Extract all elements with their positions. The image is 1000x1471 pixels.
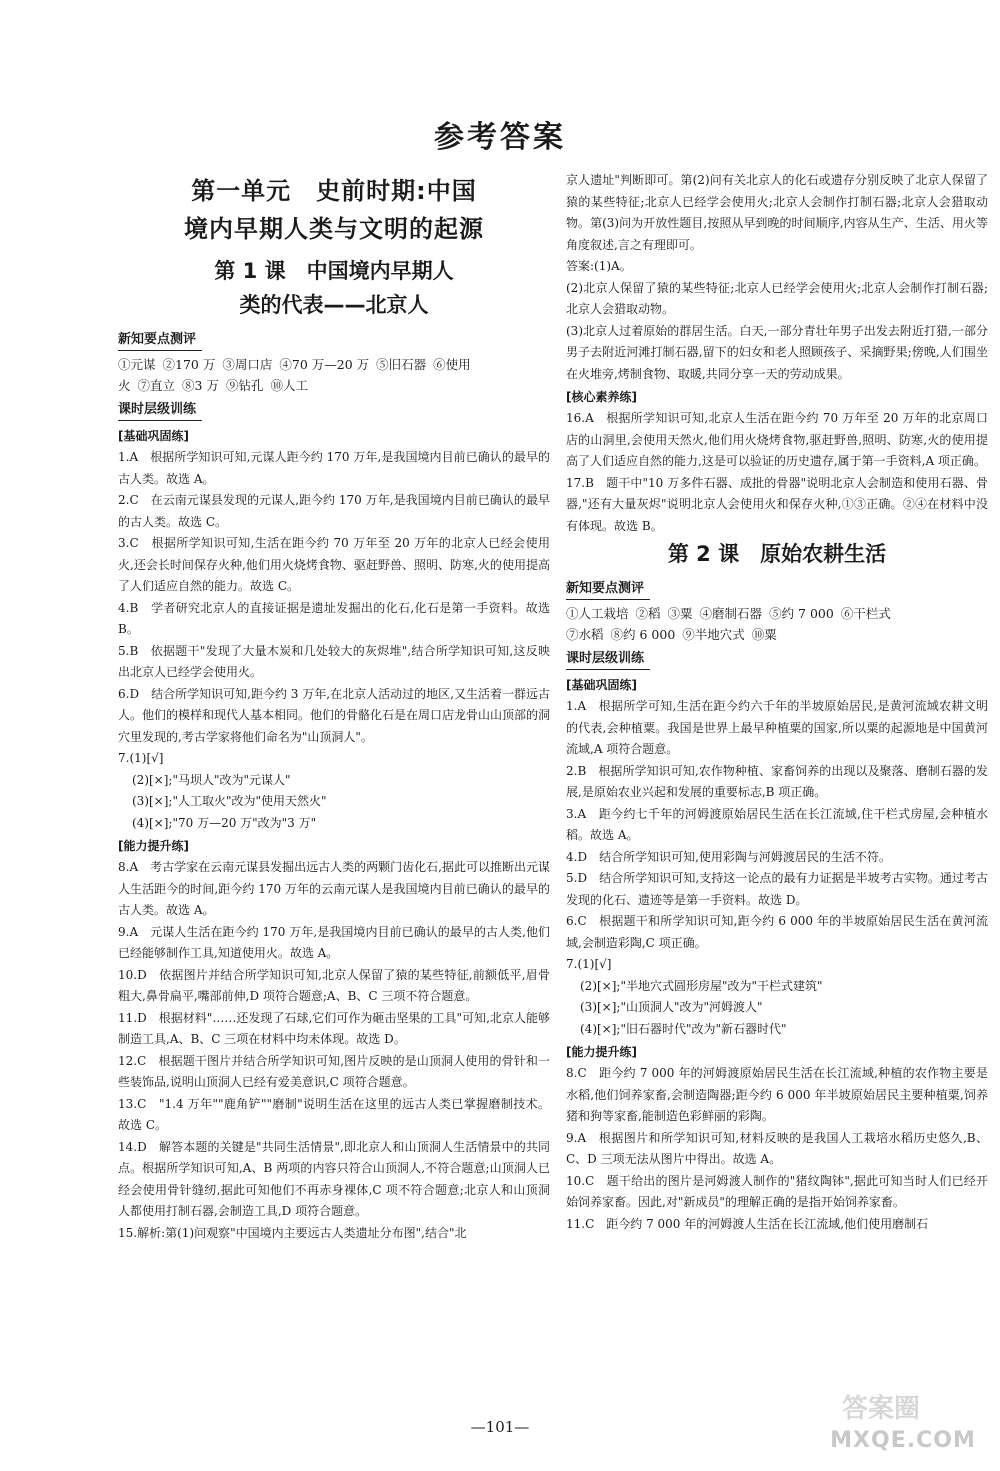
section-heading-training: 课时层级训练 — [566, 649, 650, 670]
answer-subitem: (4)[×];"旧石器时代"改为"新石器时代" — [580, 1021, 787, 1036]
answer-item: 7.(1)[√] — [118, 751, 164, 765]
knowledge-answer: ①人工栽培 — [566, 606, 629, 621]
knowledge-answer: ⑨半地穴式 — [682, 627, 745, 642]
answer-item: 8.A 考古学家在云南元谋县发掘出远古人类的两颗门齿化石,据此可以推断出元谋人生活距今的时间,距今约 170 万年的云南元谋人是我国境内目前已确认的最早的古人类。故选 A。 — [118, 860, 550, 917]
right-column — [566, 170, 988, 1235]
answer-item: 13.C "1.4 万年""鹿角铲""磨制"说明生活在这里的远古人类已掌握磨制技术。故选 C。 — [118, 1096, 550, 1132]
knowledge-answer: ⑦直立 — [137, 378, 176, 393]
answer-item: 4.B 学者研究北京人的直接证据是遗址发掘出的化石,化石是第一手资料。故选 B。 — [118, 600, 550, 636]
knowledge-answer: ④70 万—20 万 — [279, 357, 370, 372]
answer-subitem: (2)[×];"半地穴式圆形房屋"改为"干栏式建筑" — [580, 978, 823, 993]
answer-item: 5.B 依据题干"发现了大量木炭和几处较大的灰烬堆",结合所学知识可知,这反映出北京人已经学会使用火。 — [118, 643, 550, 679]
knowledge-answer: ⑦水稻 — [566, 627, 604, 642]
answer-subitem: (3)[×];"人工取火"改为"使用天然火" — [132, 794, 327, 808]
knowledge-answer: ⑥干栏式 — [840, 606, 891, 621]
watermark-logo: 答案圈 — [842, 1394, 921, 1424]
watermark: MXQE.COM — [830, 1428, 976, 1453]
answer-item: 17.B 题干中"10 万多件石器、成批的骨器"说明北京人会制造和使用石器、骨器,"还有大量灰烬"说明北京人会使用火和保存火种,①③正确。②④在材料中没有体现。故选 B。 — [566, 475, 988, 533]
answer-item: 6.C 根据题干和所学知识可知,距今约 6 000 年的半坡原始居民生活在黄河流域,会制造彩陶,C 项正确。 — [566, 914, 988, 950]
lesson-1-title-line-2: 类的代表——北京人 — [239, 293, 429, 317]
section-heading-training: 课时层级训练 — [118, 400, 202, 421]
page-title: 参考答案 — [434, 120, 566, 155]
knowledge-answer: ⑧约 6 000 — [610, 627, 676, 642]
unit-title-line-1: 第一单元 史前时期:中国 — [191, 177, 477, 205]
left-column — [118, 172, 550, 1244]
answer-item: 14.D 解答本题的关键是"共同生活情景",即北京人和山顶洞人生活情景中的共同点。根据所学知识可知,A、B 两项的内容只符合山顶洞人,不符合题意;山顶洞人已经会使用骨针缝纫,据此可知他们不再赤身裸体,C 项不符合题意;北京人和山顶洞人都使用打制石器,会制造工具,D 项符合题意。 — [118, 1139, 550, 1218]
answer-item: 6.D 结合所学知识可知,距今约 3 万年,在北京人活动过的地区,又生活着一群远古人。他们的模样和现代人基本相同。他们的骨骼化石是在周口店龙骨山山顶部的洞穴里发现的,考古学家将他们命名为"山顶洞人"。 — [118, 686, 551, 744]
subheading-ability: [能力提升练] — [566, 1045, 637, 1059]
answer-subitem: (3)[×];"山顶洞人"改为"河姆渡人" — [580, 1000, 763, 1014]
answer-item: 4.D 结合所学知识可知,使用彩陶与河姆渡居民的生活不符。 — [566, 849, 891, 864]
knowledge-answer: ①元谋 — [118, 357, 156, 372]
answer-item: 15.解析:第(1)问观察"中国境内主要远古人类遗址分布图",结合"北 — [118, 1225, 467, 1240]
knowledge-answer: 火 — [118, 378, 131, 393]
subheading-basic: [基础巩固练] — [118, 429, 189, 443]
answer-item: 2.C 在云南元谋县发现的元谋人,距今约 170 万年,是我国境内目前已确认的最早的古人类。故选 C。 — [118, 493, 550, 529]
answer-subitem: (2)[×];"马坝人"改为"元谋人" — [132, 772, 291, 787]
lesson-1-title — [118, 254, 550, 322]
answer-item: 京人遗址"判断即可。第(2)问有关北京人的化石或遗存分别反映了北京人保留了猿的某些特征;北京人已经学会使用火;北京人会制作打制石器;北京人会猎取动物。第(3)问为开放性题目,按照从早到晚的时间顺序,内容从生产、生活、用火等角度叙述,言之有理即可。 — [566, 173, 988, 252]
answer-subitem: (4)[×];"70 万—20 万"改为"3 万" — [132, 815, 317, 830]
knowledge-answers-row-2 — [118, 375, 550, 396]
answer-item: 5.D 结合所学知识可知,支持这一论点的最有力证据是半坡考古实物。通过考古发现的化石、遗迹等是第一手资料。故选 D。 — [566, 871, 988, 907]
answer-item: 16.A 根据所学知识可知,北京人生活在距今约 70 万年至 20 万年的北京周口店的山洞里,会使用天然火,他们用火烧烤食物,驱赶野兽,照明、防寒,火的使用提高了人们适应自然的能力,这是可以验证的历史遗存,属于第一手资料,A 项正确。 — [566, 411, 988, 468]
answer-item: 3.A 距今约七千年的河姆渡原始居民生活在长江流域,住干栏式房屋,会种植水稻。故选 A。 — [566, 806, 988, 842]
answer-item: 1.A 根据所学知识可知,元谋人距今约 170 万年,是我国境内目前已确认的最早的古人类。故选 A。 — [118, 450, 550, 486]
unit-title-line-2: 境内早期人类与文明的起源 — [184, 215, 484, 243]
answer-item: (3)北京人过着原始的群居生活。白天,一部分青壮年男子出发去附近打猎,一部分男子去附近河滩打制石器,留下的妇女和老人照顾孩子、采摘野果;傍晚,人们围坐在火堆旁,烤制食物、取暖,共同分享一天的劳动成果。 — [566, 323, 988, 381]
answer-item: 1.A 根据所学可知,生活在距今约六千年的半坡原始居民,是黄河流域农耕文明的代表,会种植粟。我国是世界上最早种植粟的国家,所以粟的起源地是中国黄河流域,A 项符合题意。 — [566, 699, 988, 756]
knowledge-answer: ⑨钻孔 — [225, 378, 264, 393]
answer-item: 2.B 根据所学知识可知,农作物种植、家畜饲养的出现以及聚落、磨制石器的发展,是原始农业兴起和发展的重要标志,B 项正确。 — [566, 763, 988, 799]
subheading-ability: [能力提升练] — [118, 839, 189, 853]
knowledge-answer: ⑤约 7 000 — [769, 606, 834, 621]
answer-item: 9.A 根据图片和所学知识可知,材料反映的是我国人工栽培水稻历史悠久,B、C、D 三项无法从图片中得出。故选 A。 — [566, 1130, 988, 1166]
knowledge-answers-row-1 — [118, 354, 550, 375]
answer-label: 答案:(1)A。 — [566, 259, 632, 273]
knowledge-answer: ⑥使用 — [433, 357, 471, 372]
page-number: —101— — [470, 1418, 530, 1436]
knowledge-answer: ⑩人工 — [270, 378, 308, 393]
answer-item: 8.C 距今约 7 000 年的河姆渡原始居民生活在长江流域,种植的农作物主要是水稻,他们饲养家畜,会制造陶器;距今约 6 000 年半坡原始居民主要种植粟,饲养猪和狗等家畜,能制造色彩鲜丽的彩陶。 — [566, 1066, 988, 1123]
answer-item: 11.C 距今约 7 000 年的河姆渡人生活在长江流域,他们使用磨制石 — [566, 1216, 929, 1231]
subheading-basic: [基础巩固练] — [566, 678, 637, 692]
knowledge-answer: ②170 万 — [162, 357, 216, 372]
lesson-2-title: 第 2 课 原始农耕生活 — [667, 542, 887, 566]
knowledge-answer: ⑧3 万 — [182, 378, 219, 393]
answer-item: 11.D 根据材料"……还发现了石球,它们可作为砸击坚果的工具"可知,北京人能够制造工具,A、B、C 三项在材料中均未体现。故选 D。 — [118, 1010, 550, 1046]
answer-item: 10.D 依据图片并结合所学知识可知,北京人保留了猿的某些特征,前额低平,眉骨粗大,鼻骨扁平,嘴部前伸,D 项符合题意;A、B、C 三项不符合题意。 — [118, 967, 550, 1003]
answer-item: 12.C 根据题干图片并结合所学知识可知,图片反映的是山顶洞人使用的骨针和一些装饰品,说明山顶洞人已经有爱美意识,C 项符合题意。 — [118, 1053, 550, 1089]
answer-item: 3.C 根据所学知识可知,生活在距今约 70 万年至 20 万年的北京人已经会使用火,还会长时间保存火种,他们用火烧烤食物、驱赶野兽、照明、防寒,火的使用提高了人们适应自然的能力。故选 C。 — [118, 536, 550, 593]
knowledge-answer: ⑩粟 — [751, 627, 777, 642]
answer-item: 9.A 元谋人生活在距今约 170 万年,是我国境内目前已确认的最早的古人类,他们已经能够制作工具,知道使用火。故选 A。 — [118, 924, 550, 960]
section-heading-knowledge: 新知要点测评 — [566, 579, 650, 600]
knowledge-answer: ③粟 — [667, 606, 693, 621]
answer-item: 7.(1)[√] — [566, 957, 612, 971]
knowledge-answer: ⑤旧石器 — [376, 357, 427, 372]
knowledge-answers-row-2 — [566, 624, 988, 645]
subheading-core: [核心素养练] — [566, 390, 637, 404]
knowledge-answer: ④磨制石器 — [699, 606, 763, 621]
unit-title — [118, 172, 550, 248]
lesson-1-title-line-1: 第 1 课 中国境内早期人 — [214, 259, 454, 283]
section-heading-knowledge: 新知要点测评 — [118, 330, 202, 351]
knowledge-answers-row-1 — [566, 603, 988, 624]
knowledge-answer: ③周口店 — [222, 357, 273, 372]
answer-item: (2)北京人保留了猿的某些特征;北京人已经学会使用火;北京人会制作打制石器;北京人会猎取动物。 — [566, 280, 988, 316]
answer-item: 10.C 题干给出的图片是河姆渡人制作的"猪纹陶钵",据此可知当时人们已经开始饲养家畜。因此,对"新成员"的理解正确的是指开始饲养家畜。 — [566, 1173, 988, 1209]
knowledge-answer: ②稻 — [635, 606, 661, 621]
